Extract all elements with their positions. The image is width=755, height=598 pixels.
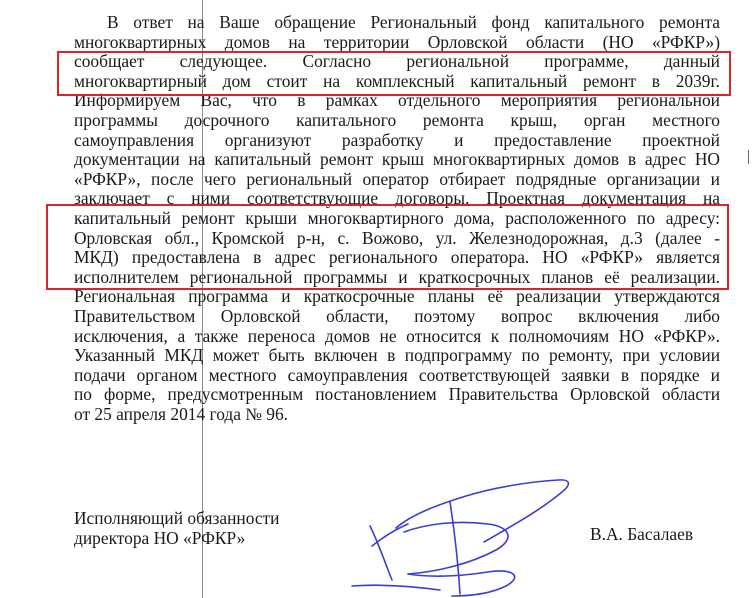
letter-line: МКД) предоставлена в адрес регионального оператора. НО «РФКР» является <box>74 247 720 268</box>
letter-line: заключает с ними соответствующие договоры. Проектная документация на <box>74 188 720 209</box>
letter-line: исполнителем региональной программы и краткосрочных планов её реализации. <box>74 266 720 287</box>
letter-line: Указанный МКД может быть включен в подпрограмму по ремонту, при условии <box>74 345 720 366</box>
letter-line: В ответ на Ваше обращение Региональный фонд капитального ремонта <box>107 12 720 32</box>
letter-line: самоуправления организуют разработку и предоставление проектной <box>74 129 720 150</box>
letter-line: программы досрочного капитального ремонта крыш, орган местного <box>74 110 720 130</box>
letter-line: сообщает следующее. Согласно региональной программе, данный <box>74 51 720 72</box>
letter-line: Информируем Вас, что в рамках отдельного мероприятия региональной <box>74 90 720 111</box>
letter-line: по форме, предусмотренным постановлением Правительства Орловской области <box>74 384 720 405</box>
letter-line: многоквартирный дом стоит на комплексный капитальный ремонт в 2039г. <box>74 70 720 91</box>
highlight-box-roof-documentation <box>46 204 729 290</box>
margin-mark <box>748 150 753 164</box>
letter-line: исключения, а также переноса домов не относится к полномочиям НО «РФКР». <box>74 325 720 346</box>
signer-position-line2: директора НО «РФКР» <box>74 528 246 548</box>
letter-line: многоквартирных домов на территории Орловской области (НО «РФКР») <box>74 31 720 52</box>
handwritten-signature <box>300 468 590 598</box>
letter-line: капитальный ремонт крыши многоквартирного дома, расположенного по адресу: <box>74 208 720 228</box>
signer-position-line1: Исполняющий обязанности <box>74 508 280 528</box>
signer-name: В.А. Басалаев <box>590 524 694 544</box>
letter-line: Правительством Орловской области, поэтому вопрос включения либо <box>74 306 720 326</box>
letter-line: подачи органом местного самоуправления соответствующей заявки в порядке и <box>74 364 720 385</box>
letter-line: Орловская обл., Кромской р-н, с. Вожово, ул. Железнодорожная, д.3 (далее - <box>74 227 720 248</box>
highlight-box-repair-year <box>57 51 731 96</box>
letter-line: «РФКР», после чего региональный оператор отбирает подрядные организации и <box>74 168 720 189</box>
letter-line: документации на капитальный ремонт крыш многоквартирных домов в адрес НО <box>74 149 720 170</box>
letter-line: от 25 апреля 2014 года № 96. <box>74 404 289 424</box>
letter-line: Региональная программа и краткосрочные планы её реализации утверждаются <box>74 286 720 307</box>
